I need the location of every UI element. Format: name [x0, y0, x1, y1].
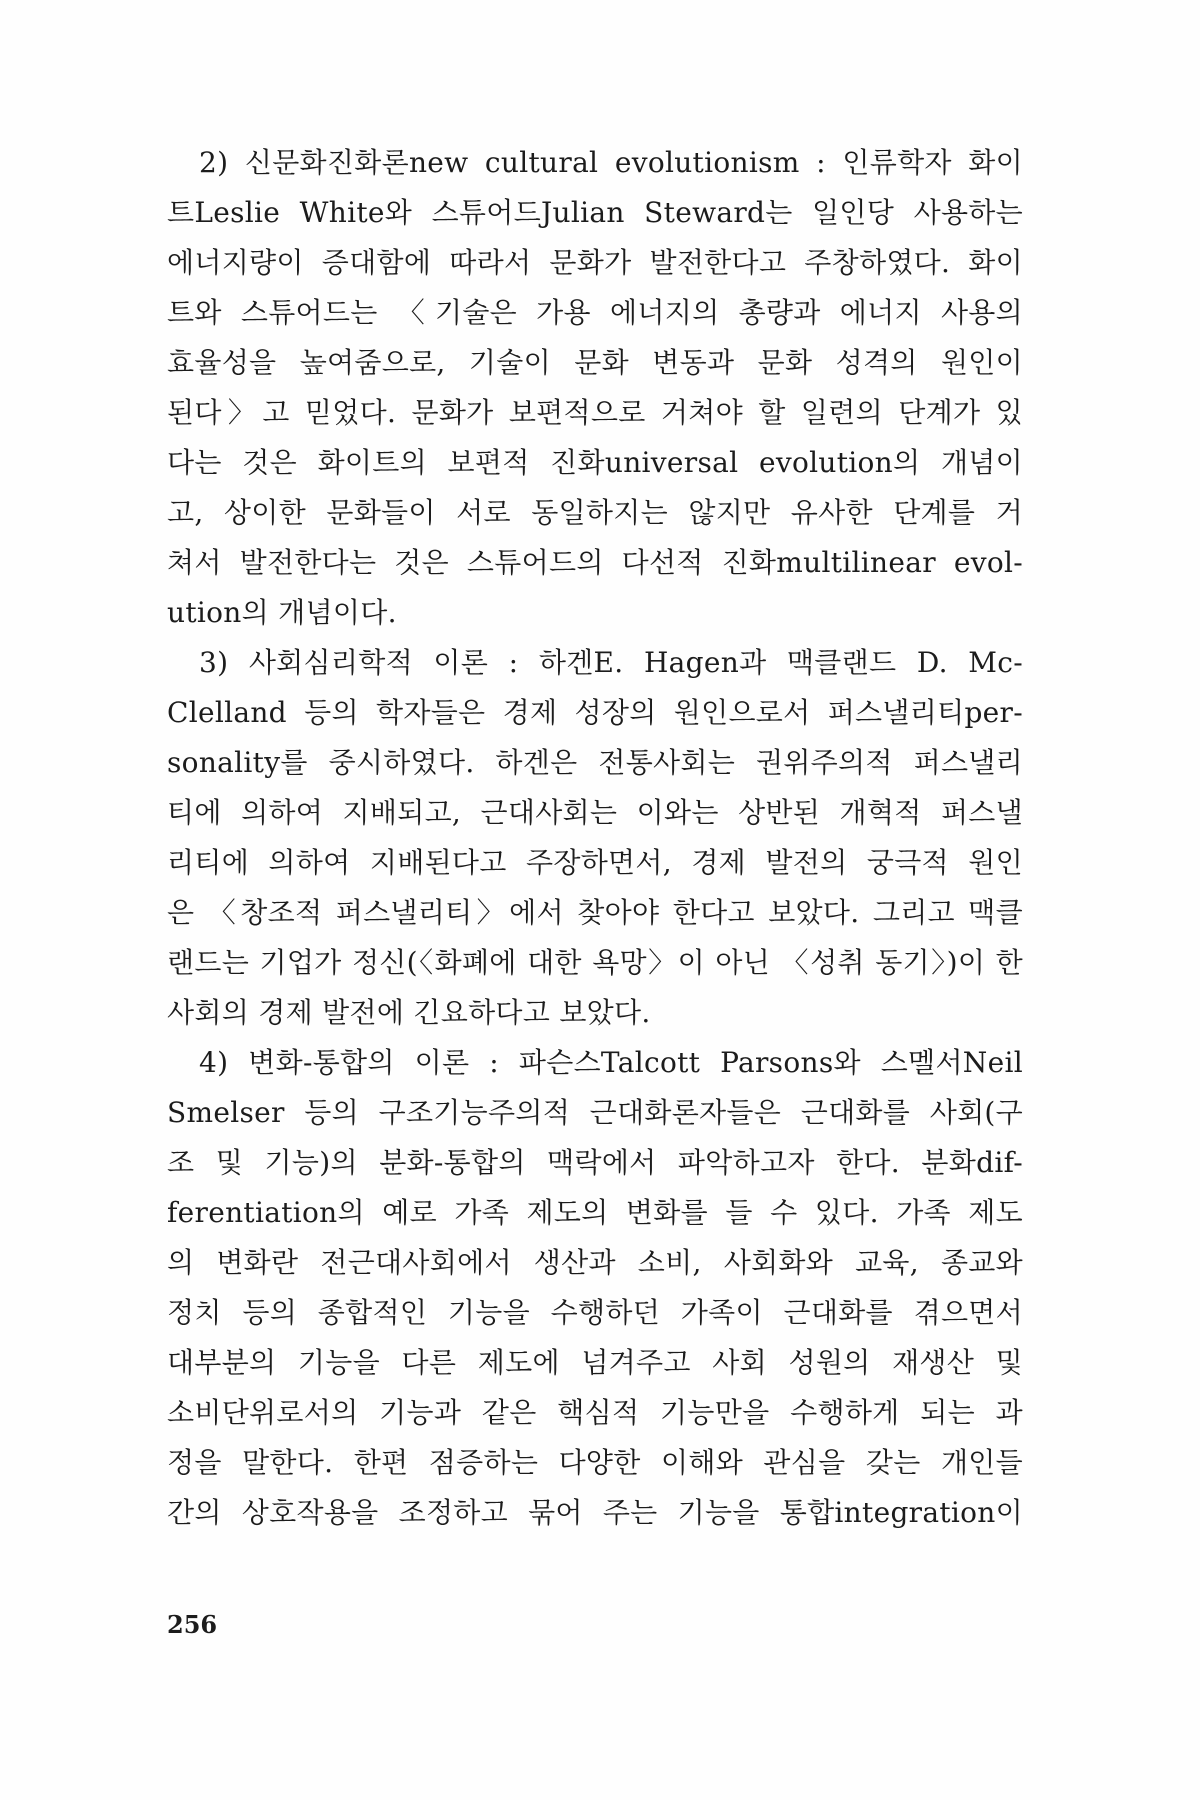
paragraph-4-line: 의 변화란 전근대사회에서 생산과 소비, 사회화와 교육, 종교와 [167, 1246, 1023, 1279]
paragraph-2-line: 다는 것은 화이트의 보편적 진화universal evolution의 개념이 [167, 446, 1023, 479]
paragraph-4-line: 4) 변화-통합의 이론 : 파슨스Talcott Parsons와 스멜서Neil [199, 1046, 1023, 1079]
paragraph-4-line: 소비단위로서의 기능과 같은 핵심적 기능만을 수행하게 되는 과 [167, 1396, 1023, 1429]
paragraph-4-line: 정을 말한다. 한편 점증하는 다양한 이해와 관심을 갖는 개인들 [167, 1446, 1023, 1479]
paragraph-2-line: 에너지량이 증대함에 따라서 문화가 발전한다고 주창하였다. 화이 [167, 246, 1023, 279]
paragraph-4-line: ferentiation의 예로 가족 제도의 변화를 들 수 있다. 가족 제도 [167, 1196, 1023, 1229]
paragraph-4-line: 대부분의 기능을 다른 제도에 넘겨주고 사회 성원의 재생산 및 [167, 1346, 1023, 1379]
paragraph-3-line: Clelland 등의 학자들은 경제 성장의 원인으로서 퍼스낼리티per- [167, 696, 1023, 729]
paragraph-2-line: 효율성을 높여줌으로, 기술이 문화 변동과 문화 성격의 원인이 [167, 346, 1023, 379]
body-text [167, 138, 1023, 1538]
paragraph-3-line: 3) 사회심리학적 이론 : 하겐E. Hagen과 맥클랜드 D. Mc- [199, 646, 1023, 679]
paragraph-4-line: Smelser 등의 구조기능주의적 근대화론자들은 근대화를 사회(구 [167, 1096, 1023, 1129]
paragraph-3-line: 은 〈창조적 퍼스낼리티〉에서 찾아야 한다고 보았다. 그리고 맥클 [167, 896, 1023, 929]
paragraph-2-line: 트Leslie White와 스튜어드Julian Steward는 일인당 사용하는 [167, 196, 1023, 229]
paragraph-2-line: 쳐서 발전한다는 것은 스튜어드의 다선적 진화multilinear evol- [167, 546, 1023, 579]
paragraph-2-line: 트와 스튜어드는 〈기술은 가용 에너지의 총량과 에너지 사용의 [167, 296, 1023, 329]
page-number: 256 [167, 1610, 218, 1639]
paragraph-3-line: 리티에 의하여 지배된다고 주장하면서, 경제 발전의 궁극적 원인 [167, 846, 1023, 879]
paragraph-2-line: 고, 상이한 문화들이 서로 동일하지는 않지만 유사한 단계를 거 [167, 496, 1023, 529]
paragraph-4-line: 간의 상호작용을 조정하고 묶어 주는 기능을 통합integration이 [167, 1496, 1023, 1529]
paragraph-4-line: 조 및 기능)의 분화-통합의 맥락에서 파악하고자 한다. 분화dif- [167, 1146, 1023, 1179]
paragraph-2-line: 된다〉고 믿었다. 문화가 보편적으로 거쳐야 할 일련의 단계가 있 [167, 396, 1023, 429]
paragraph-4-line: 정치 등의 종합적인 기능을 수행하던 가족이 근대화를 겪으면서 [167, 1296, 1023, 1329]
paragraph-3-line: 랜드는 기업가 정신(〈화폐에 대한 욕망〉이 아닌 〈성취 동기〉)이 한 [167, 946, 1023, 979]
paragraph-2-line: 2) 신문화진화론new cultural evolutionism : 인류학자 화이 [199, 146, 1023, 179]
paragraph-3-line: 티에 의하여 지배되고, 근대사회는 이와는 상반된 개혁적 퍼스낼 [167, 796, 1023, 829]
paragraph-2-line: ution의 개념이다. [167, 596, 397, 629]
paragraph-3-line: 사회의 경제 발전에 긴요하다고 보았다. [167, 996, 651, 1029]
paragraph-3-line: sonality를 중시하였다. 하겐은 전통사회는 권위주의적 퍼스낼리 [167, 746, 1023, 779]
